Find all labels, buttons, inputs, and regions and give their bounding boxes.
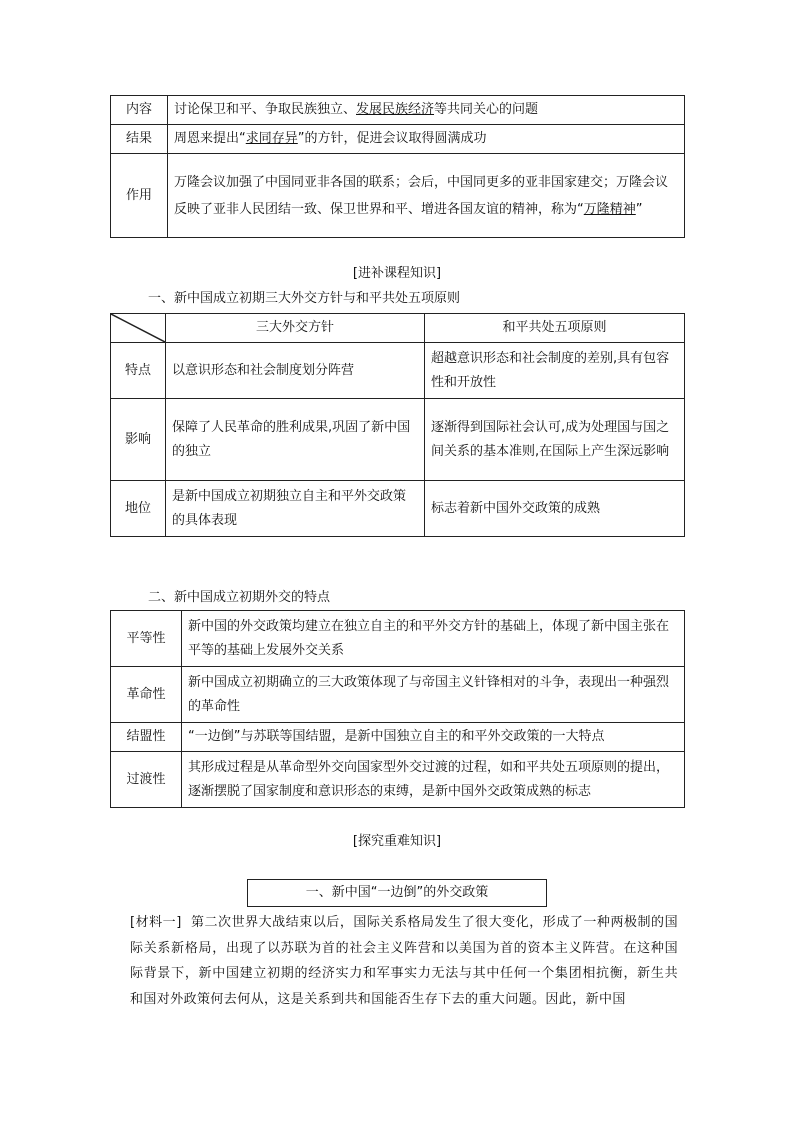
row-content	[168, 96, 685, 125]
underlined-term: 求同存异	[245, 131, 298, 146]
section-label-supplement: [进补课程知识]	[352, 266, 442, 281]
table-row	[111, 154, 685, 238]
table-row	[111, 723, 685, 752]
material-text: 第二次世界大战结束以后，国际关系格局发生了很大变化，形成了一种两极制的国际关系新格局，出现了以苏联为首的社会主义阵营和以美国为首的资本主义阵营。在这种国际背景下，新中国建立初期的经济实力和军事实力无法与其中任何一个集团相抗衡，新生共和国对外政策何去何从，这是关系到共和国能否生存下去的重大问题。因此，新中国	[130, 915, 678, 1007]
row-content: 新中国成立初期确立的三大政策体现了与帝国主义针锋相对的斗争，表现出一种强烈的革命性	[182, 667, 685, 723]
text-segment: 万隆会议加强了中国同亚非各国的联系；会后，中国同更多的亚非国家建交；万隆会议反映了亚非人民团结一致、保卫世界和平、增进各国友谊的精神，称为“	[174, 174, 669, 217]
cell-policies: 以意识形态和社会制度划分阵营	[166, 343, 425, 399]
row-content: “一边倒”与苏联等国结盟，是新中国独立自主的和平外交政策的一大特点	[182, 723, 685, 752]
table-row	[111, 399, 685, 481]
cell-principles: 逐渐得到国际社会认可,成为处理国与国之间关系的基本准则,在国际上产生深远影响	[425, 399, 685, 481]
text-segment: 周恩来提出“	[174, 131, 246, 146]
table-row	[111, 752, 685, 808]
material-paragraph	[130, 910, 678, 1012]
table-row	[111, 96, 685, 125]
row-label: 特点	[111, 343, 166, 399]
column-header: 和平共处五项原则	[425, 314, 685, 343]
table-row	[111, 667, 685, 723]
row-label: 结盟性	[111, 723, 182, 752]
row-label: 地位	[111, 481, 166, 537]
text-segment: ”的方针，促进会议取得圆满成功	[297, 131, 487, 146]
row-label: 作用	[111, 154, 168, 238]
row-label: 内容	[111, 96, 168, 125]
meeting-summary-table	[110, 95, 685, 238]
row-content: 其形成过程是从革命型外交向国家型外交过渡的过程，如和平共处五项原则的提出，逐渐摆脱了国家制度和意识形态的束缚，是新中国外交政策成熟的标志	[182, 752, 685, 808]
heading-diplomacy-features: 二、新中国成立初期外交的特点	[148, 590, 331, 605]
column-header: 三大外交方针	[166, 314, 425, 343]
diplomacy-features-table	[110, 610, 685, 808]
row-content: 新中国的外交政策均建立在独立自主的和平外交方针的基础上，体现了新中国主张在平等的基础上发展外交关系	[182, 611, 685, 667]
table-row	[111, 611, 685, 667]
text-segment: ”	[635, 201, 643, 217]
section-label-explore: [探究重难知识]	[352, 834, 442, 849]
underlined-term: 万隆精神	[583, 201, 636, 217]
table-row	[111, 481, 685, 537]
row-content	[168, 154, 685, 238]
diagonal-corner-cell	[111, 314, 166, 343]
cell-policies: 保障了人民革命的胜利成果,巩固了新中国的独立	[166, 399, 425, 481]
row-label: 结果	[111, 125, 168, 154]
table-row	[111, 125, 685, 154]
table-row	[111, 343, 685, 399]
cell-policies: 是新中国成立初期独立自主和平外交政策的具体表现	[166, 481, 425, 537]
material-tag: [材料一]	[130, 915, 182, 930]
row-label: 革命性	[111, 667, 182, 723]
row-label: 影响	[111, 399, 166, 481]
cell-principles: 超越意识形态和社会制度的差别,具有包容性和开放性	[425, 343, 685, 399]
text-segment: 等共同关心的问题	[434, 102, 539, 117]
heading-policies-principles: 一、新中国成立初期三大外交方针与和平共处五项原则	[148, 291, 461, 306]
table-header-row	[111, 314, 685, 343]
row-content	[168, 125, 685, 154]
underlined-term: 发展民族经济	[356, 102, 435, 117]
row-label: 平等性	[111, 611, 182, 667]
policy-comparison-table	[110, 313, 685, 537]
row-label: 过渡性	[111, 752, 182, 808]
boxed-section-title: 一、新中国“一边倒”的外交政策	[247, 879, 547, 907]
text-segment: 讨论保卫和平、争取民族独立、	[174, 102, 357, 117]
cell-principles: 标志着新中国外交政策的成熟	[425, 481, 685, 537]
